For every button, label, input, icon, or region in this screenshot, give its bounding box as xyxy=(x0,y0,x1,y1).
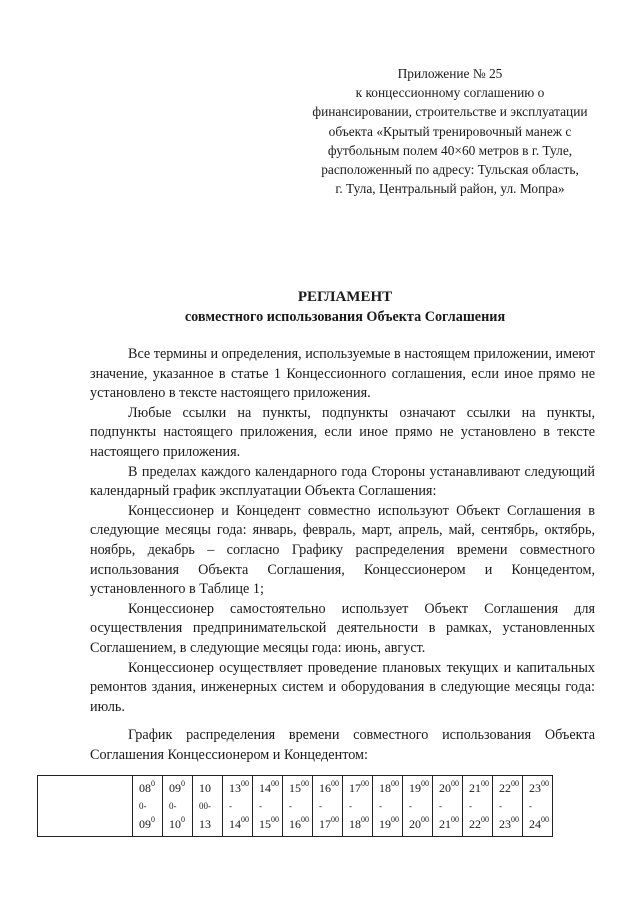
paragraph: Концессионер осуществляет проведение плановых текущих и капитальных ремонтов здания, инженерных систем и оборудования в следующие месяцы года: июль. xyxy=(90,659,595,715)
hour-to-sup: 00 xyxy=(361,815,369,824)
hour-cell-content xyxy=(463,776,492,836)
hour-from-sup: 00 xyxy=(421,779,429,788)
hour-to xyxy=(199,813,222,831)
hour-to-sup: 00 xyxy=(541,815,549,824)
hour-separator: - xyxy=(349,801,352,811)
hour-from-sup: 00 xyxy=(541,779,549,788)
caption-text: График распределения времени совместного использования Объекта Соглашения Концессионером и Концедентом: xyxy=(90,727,595,763)
hour-separator: 0- xyxy=(169,801,177,811)
hour-cell-content xyxy=(253,776,282,836)
hour-from-value: 23 xyxy=(529,781,541,795)
hour-from xyxy=(289,781,312,801)
hour-from-value: 08 xyxy=(139,781,151,795)
annex-line: к концессионному соглашению о xyxy=(355,85,545,101)
schedule-header-row xyxy=(38,776,553,837)
paragraph: Концессионер самостоятельно использует Объект Соглашения для осуществления предпринимательской деятельности в рамках, установленных Соглашением, в следующие месяцы года: июнь, август. xyxy=(90,600,595,656)
hour-cell-content xyxy=(193,776,222,836)
hour-from-value: 16 xyxy=(319,781,331,795)
hour-to-sup: 00 xyxy=(451,815,459,824)
schedule-hour-cell xyxy=(313,776,343,837)
hour-to xyxy=(229,813,252,831)
hour-separator: - xyxy=(289,801,292,811)
hour-cell-content xyxy=(283,776,312,836)
hour-from-sup: 00 xyxy=(481,779,489,788)
hour-from xyxy=(379,781,402,801)
hour-from-sup: 00 xyxy=(271,779,279,788)
hour-cell-content xyxy=(433,776,462,836)
hour-from xyxy=(439,781,462,801)
annex-line: объекта «Крытый тренировочный манеж с xyxy=(328,123,572,139)
hour-to-sup: 00 xyxy=(331,815,339,824)
hour-separator: 0- xyxy=(139,801,147,811)
hour-to-value: 16 xyxy=(289,817,301,831)
schedule-hour-cell xyxy=(493,776,523,837)
hour-separator: - xyxy=(529,801,532,811)
hour-cell-content xyxy=(163,776,192,836)
hour-separator: 00- xyxy=(199,801,211,811)
hour-from-value: 10 xyxy=(199,781,211,795)
hour-from-value: 15 xyxy=(289,781,301,795)
annex-line: футбольным полем 40×60 метров в г. Туле, xyxy=(327,142,573,158)
hour-from-value: 19 xyxy=(409,781,421,795)
hour-from xyxy=(409,781,432,801)
hour-to-value: 22 xyxy=(469,817,481,831)
hour-separator: - xyxy=(499,801,502,811)
hour-separator: - xyxy=(379,801,382,811)
schedule-hour-cell xyxy=(193,776,223,837)
hour-to xyxy=(409,813,432,831)
schedule-hour-cell xyxy=(223,776,253,837)
hour-to-value: 23 xyxy=(499,817,511,831)
hour-to-value: 19 xyxy=(379,817,391,831)
hour-to-value: 13 xyxy=(199,817,211,831)
hour-separator: - xyxy=(229,801,232,811)
hour-to xyxy=(469,813,492,831)
hour-separator: - xyxy=(409,801,412,811)
hour-from-sup: 0 xyxy=(151,779,155,788)
hour-to xyxy=(139,813,162,831)
hour-cell-content xyxy=(313,776,342,836)
body-text xyxy=(90,345,595,717)
schedule-table xyxy=(37,775,553,837)
hour-to xyxy=(499,813,522,831)
schedule-hour-cell xyxy=(253,776,283,837)
schedule-hour-cell xyxy=(163,776,193,837)
hour-from-sup: 00 xyxy=(511,779,519,788)
paragraph: В пределах каждого календарного года Стороны устанавливают следующий календарный график эксплуатации Объекта Соглашения: xyxy=(90,463,595,500)
hour-to-value: 15 xyxy=(259,817,271,831)
hour-to-sup: 00 xyxy=(481,815,489,824)
hour-to xyxy=(289,813,312,831)
hour-from-value: 18 xyxy=(379,781,391,795)
schedule-hour-cell xyxy=(463,776,493,837)
hour-from-sup: 00 xyxy=(361,779,369,788)
hour-from xyxy=(169,781,192,801)
hour-to-sup: 00 xyxy=(241,815,249,824)
hour-to-value: 20 xyxy=(409,817,421,831)
hour-to xyxy=(439,813,462,831)
hour-to-value: 17 xyxy=(319,817,331,831)
hour-to xyxy=(349,813,372,831)
hour-from-sup: 0 xyxy=(181,779,185,788)
hour-from-sup: 00 xyxy=(241,779,249,788)
hour-cell-content xyxy=(343,776,372,836)
hour-from-value: 17 xyxy=(349,781,361,795)
schedule-hour-cell xyxy=(523,776,553,837)
hour-from-value: 22 xyxy=(499,781,511,795)
hour-to-value: 09 xyxy=(139,817,151,831)
hour-to xyxy=(169,813,192,831)
hour-to-sup: 0 xyxy=(151,815,155,824)
hour-to-sup: 0 xyxy=(181,815,185,824)
hour-from xyxy=(139,781,162,801)
hour-from-sup: 00 xyxy=(301,779,309,788)
hour-from-value: 20 xyxy=(439,781,451,795)
paragraph: Все термины и определения, используемые в настоящем приложении, имеют значение, указанное в статье 1 Концессионного соглашения, если иное прямо не установлено в тексте настоящего приложения. xyxy=(90,346,595,402)
document-title xyxy=(90,287,600,327)
hour-to xyxy=(529,813,552,831)
title-sub: совместного использования Объекта Соглашения xyxy=(184,309,506,325)
hour-from-value: 21 xyxy=(469,781,481,795)
hour-from xyxy=(229,781,252,801)
hour-cell-content xyxy=(223,776,252,836)
hour-from-value: 14 xyxy=(259,781,271,795)
hour-to xyxy=(319,813,342,831)
schedule-hour-cell xyxy=(343,776,373,837)
title-main: РЕГЛАМЕНТ xyxy=(297,289,393,305)
paragraph: Любые ссылки на пункты, подпункты означают ссылки на пункты, подпункты настоящего приложения, если иное прямо не установлено в тексте настоящего приложения. xyxy=(90,404,595,460)
hour-from-sup: 00 xyxy=(331,779,339,788)
annex-header xyxy=(300,64,600,198)
annex-line: расположенный по адресу: Тульская область, xyxy=(321,162,579,178)
schedule-first-cell xyxy=(38,776,133,837)
annex-line: финансировании, строительстве и эксплуатации xyxy=(312,104,588,120)
hour-separator: - xyxy=(439,801,442,811)
schedule-hour-cell xyxy=(403,776,433,837)
hour-cell-content xyxy=(373,776,402,836)
hour-from xyxy=(349,781,372,801)
hour-cell-content xyxy=(493,776,522,836)
hour-to-sup: 00 xyxy=(511,815,519,824)
hour-from-sup: 00 xyxy=(391,779,399,788)
schedule-hour-cell xyxy=(373,776,403,837)
hour-to xyxy=(259,813,282,831)
hour-to-value: 21 xyxy=(439,817,451,831)
hour-from-value: 09 xyxy=(169,781,181,795)
hour-to xyxy=(379,813,402,831)
hour-to-sup: 00 xyxy=(301,815,309,824)
hour-from xyxy=(529,781,552,801)
annex-line: г. Тула, Центральный район, ул. Мопра» xyxy=(335,181,565,197)
paragraph: Концессионер и Концедент совместно используют Объект Соглашения в следующие месяцы года: январь, февраль, март, апрель, май, сентябрь, октябрь, ноябрь, декабрь – согласно Графику распределения времени совместного использования Объекта Соглашения, Концессионером и Концедентом, установленного в Таблице 1; xyxy=(90,502,595,598)
hour-separator: - xyxy=(319,801,322,811)
schedule-hour-cell xyxy=(433,776,463,837)
hour-to-value: 10 xyxy=(169,817,181,831)
hour-cell-content xyxy=(523,776,552,836)
hour-separator: - xyxy=(469,801,472,811)
hour-cell-content xyxy=(133,776,162,836)
hour-to-sup: 00 xyxy=(391,815,399,824)
schedule-hour-cell xyxy=(133,776,163,837)
hour-from xyxy=(259,781,282,801)
hour-to-value: 18 xyxy=(349,817,361,831)
table-caption xyxy=(90,726,595,765)
hour-to-sup: 00 xyxy=(271,815,279,824)
hour-from xyxy=(499,781,522,801)
schedule-hour-cell xyxy=(283,776,313,837)
hour-from-sup: 00 xyxy=(451,779,459,788)
hour-to-value: 14 xyxy=(229,817,241,831)
hour-from xyxy=(319,781,342,801)
hour-to-value: 24 xyxy=(529,817,541,831)
hour-from-value: 13 xyxy=(229,781,241,795)
hour-from xyxy=(199,781,222,801)
hour-from xyxy=(469,781,492,801)
annex-line: Приложение № 25 xyxy=(397,66,503,81)
hour-to-sup: 00 xyxy=(421,815,429,824)
hour-cell-content xyxy=(403,776,432,836)
hour-separator: - xyxy=(259,801,262,811)
